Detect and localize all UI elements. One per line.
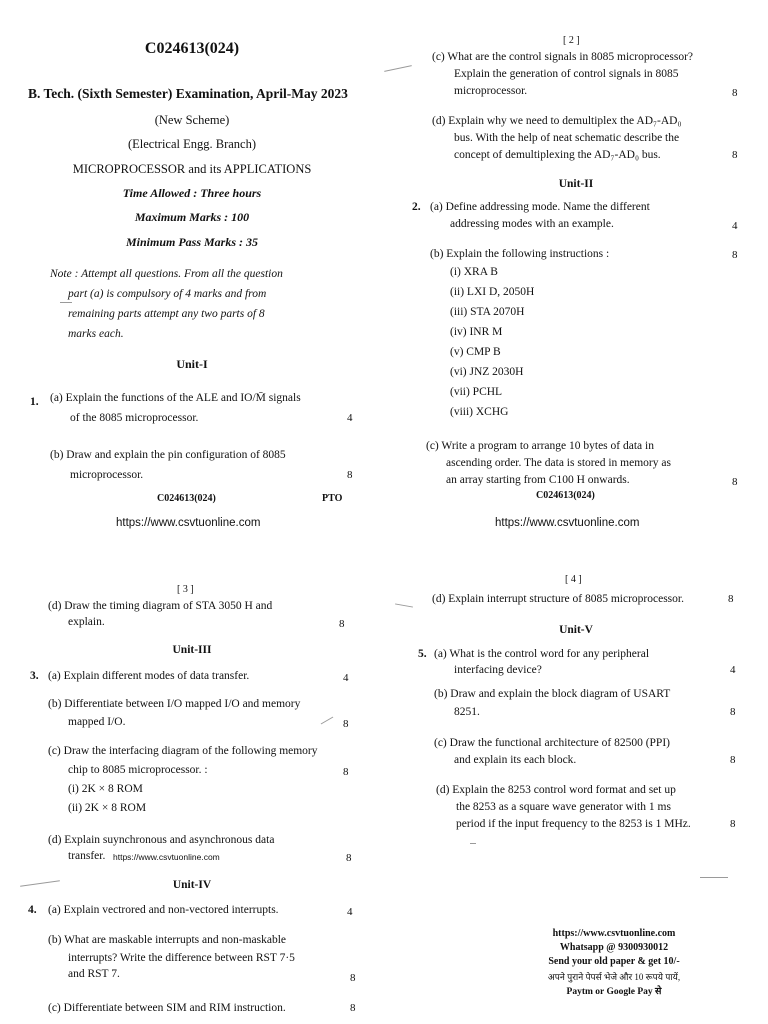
q4b-line: interrupts? Write the difference between RST 7·5 [68, 952, 295, 964]
q3d-line: transfer. [68, 850, 106, 862]
promo-offer: Send your old paper & get 10/- [548, 956, 680, 967]
q3c-line: (c) Draw the interfacing diagram of the following memory [48, 745, 318, 757]
memory-chip-item: (ii) 2K × 8 ROM [68, 802, 147, 814]
q4c-line: (c) Differentiate between SIM and RIM instruction. [48, 1002, 286, 1014]
q4b-line: and RST 7. [68, 968, 120, 980]
q3a-marks: 4 [343, 672, 349, 684]
q1c-marks: 8 [732, 87, 738, 99]
q1a-line: of the 8085 microprocessor. [70, 412, 199, 424]
q4a-line: (a) Explain vectrored and non-vectored interrupts. [48, 904, 279, 916]
unit-heading: Unit-IV [172, 879, 212, 891]
scan-mark [470, 843, 476, 844]
q2c-line: an array starting from C100 H onwards. [446, 474, 630, 486]
promo-url: https://www.csvtuonline.com [552, 928, 676, 939]
subject: MICROPROCESSOR and its APPLICATIONS [72, 162, 312, 176]
q3c-marks: 8 [343, 766, 349, 778]
question-number: 5. [418, 648, 427, 660]
q1c-line: microprocessor. [454, 85, 528, 97]
question-number: 3. [30, 670, 39, 682]
question-number: 4. [28, 904, 37, 916]
page-number: [ 4 ] [565, 574, 582, 585]
page-2 [384, 0, 768, 529]
q5b-marks: 8 [730, 706, 736, 718]
q5a-marks: 4 [730, 664, 736, 676]
q5a-line: (a) What is the control word for any peripheral [434, 648, 650, 660]
footer-url: https://www.csvtuonline.com [116, 517, 261, 529]
q5d-marks: 8 [730, 818, 736, 830]
unit-heading: Unit-III [172, 644, 212, 656]
q1a-marks: 4 [347, 412, 353, 424]
q3b-line: (b) Differentiate between I/O mapped I/O and memory [48, 698, 301, 710]
q3b-marks: 8 [343, 718, 349, 730]
q5b-line: (b) Draw and explain the block diagram of USART [434, 688, 671, 700]
q1b-line: (b) Draw and explain the pin configuration of 8085 [50, 449, 286, 461]
q4a-marks: 4 [347, 906, 353, 918]
q2d-line: (d) Draw the timing diagram of STA 3050 H and [48, 600, 273, 612]
note-line: part (a) is compulsory of 4 marks and from [68, 288, 267, 300]
instruction-item: (iv) INR M [450, 326, 503, 338]
q5d-line: the 8253 as a square wave generator with 1 ms [456, 801, 671, 813]
instruction-item: (v) CMP B [450, 346, 501, 358]
q2c-marks: 8 [732, 476, 738, 488]
question-number: 1. [30, 396, 39, 408]
q5c-line: and explain its each block. [454, 754, 577, 766]
instruction-item: (ii) LXI D, 2050H [450, 286, 535, 298]
q3d-marks: 8 [346, 852, 352, 864]
exam-title: B. Tech. (Sixth Semester) Examination, April-May 2023 [28, 86, 348, 101]
q2b-marks: 8 [732, 249, 738, 261]
q1b-line: microprocessor. [70, 469, 144, 481]
q3c-line: chip to 8085 microprocessor. : [68, 764, 208, 776]
unit-heading: Unit-V [559, 624, 593, 636]
instruction-item: (iii) STA 2070H [450, 306, 525, 318]
note-line: remaining parts attempt any two parts of 8 [68, 308, 265, 320]
q3b-line: mapped I/O. [68, 716, 126, 728]
q1d-line: (d) Explain why we need to demultiplex the AD₇-AD₀ [432, 115, 682, 127]
note-line: Note : Attempt all questions. From all the question [50, 268, 283, 280]
unit-heading: Unit-I [176, 357, 208, 371]
q1d-marks: 8 [732, 149, 738, 161]
scan-mark [700, 877, 728, 878]
page-4 [384, 512, 768, 1024]
watermark-url: https://www.csvtuonline.com [113, 852, 220, 862]
q2c-line: (c) Write a program to arrange 10 bytes of data in [426, 440, 654, 452]
q5d-line: period if the input frequency to the 8253 is 1 MHz. [456, 818, 691, 830]
q5c-line: (c) Draw the functional architecture of 82500 (PPI) [434, 737, 670, 749]
q3a-line: (a) Explain different modes of data transfer. [48, 670, 250, 682]
q2a-line: (a) Define addressing mode. Name the different [430, 201, 650, 213]
instruction-item: (vi) JNZ 2030H [450, 366, 524, 378]
paper-code: C024613(024) [144, 40, 240, 57]
page-number: [ 3 ] [177, 584, 194, 595]
q4d-marks: 8 [728, 593, 734, 605]
q1b-marks: 8 [347, 469, 353, 481]
note-line: marks each. [68, 328, 124, 340]
q5b-line: 8251. [454, 706, 480, 718]
instruction-item: (vii) PCHL [450, 386, 503, 398]
scan-mark [60, 302, 72, 303]
q2d-line: explain. [68, 616, 105, 628]
q3d-line: (d) Explain suynchronous and asynchronous data [48, 834, 275, 846]
page-number: [ 2 ] [563, 35, 580, 46]
minimum-pass-marks: Minimum Pass Marks : 35 [125, 235, 259, 249]
q1c-line: (c) What are the control signals in 8085 microprocessor? [432, 51, 694, 63]
instruction-item: (i) XRA B [450, 266, 498, 278]
memory-chip-item: (i) 2K × 8 ROM [68, 783, 143, 795]
q4b-line: (b) What are maskable interrupts and non-maskable [48, 934, 287, 946]
q2a-line: addressing modes with an example. [450, 218, 614, 230]
q2c-line: ascending order. The data is stored in memory as [446, 457, 671, 469]
pto: PTO [322, 493, 343, 504]
q1d-line: bus. With the help of neat schematic describe the [454, 132, 680, 144]
footer-code: C024613(024) [536, 490, 595, 501]
branch: (Electrical Engg. Branch) [127, 137, 257, 151]
footer-url: https://www.csvtuonline.com [495, 517, 640, 529]
question-number: 2. [412, 201, 421, 213]
scheme: (New Scheme) [154, 113, 230, 127]
page-3 [0, 512, 384, 1024]
page-1 [0, 0, 384, 529]
q1a-line: (a) Explain the functions of the ALE and IO/M̄ signals [50, 392, 301, 404]
unit-heading: Unit-II [558, 178, 594, 190]
q1c-line: Explain the generation of control signals in 8085 [454, 68, 679, 80]
q4c-marks: 8 [350, 1002, 356, 1014]
q2a-marks: 4 [732, 220, 738, 232]
q4b-marks: 8 [350, 972, 356, 984]
time-allowed: Time Allowed : Three hours [122, 186, 262, 200]
q4d-line: (d) Explain interrupt structure of 8085 microprocessor. [432, 593, 684, 605]
q2b-line: (b) Explain the following instructions : [430, 248, 610, 260]
q5a-line: interfacing device? [454, 664, 542, 676]
instruction-item: (viii) XCHG [450, 406, 509, 418]
q1d-line: concept of demultiplexing the AD₇-AD₀ bus. [454, 149, 661, 161]
maximum-marks: Maximum Marks : 100 [134, 210, 250, 224]
footer-code: C024613(024) [157, 493, 216, 504]
q2d-marks: 8 [339, 618, 345, 630]
q5c-marks: 8 [730, 754, 736, 766]
promo-hindi: अपने पुराने पेपर्स भेजे और 10 रूपये पायें, [547, 972, 681, 982]
q5d-line: (d) Explain the 8253 control word format and set up [436, 784, 676, 796]
promo-payment: Paytm or Google Pay से [566, 987, 662, 997]
promo-whatsapp: Whatsapp @ 9300930012 [559, 942, 669, 953]
